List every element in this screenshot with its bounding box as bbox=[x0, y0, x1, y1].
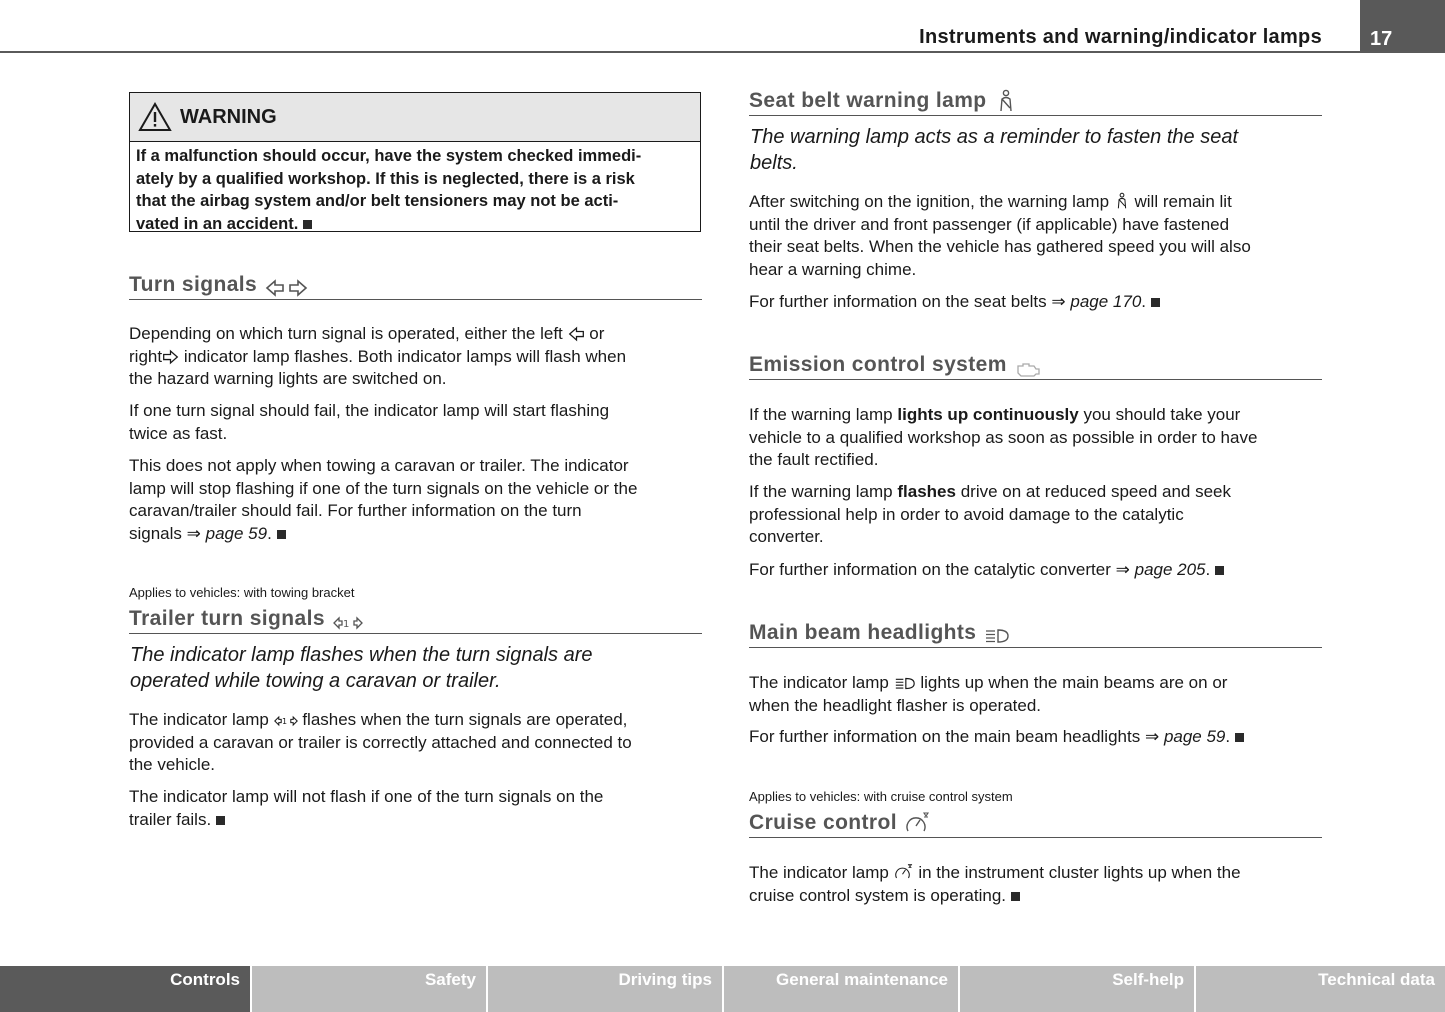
end-mark bbox=[277, 530, 286, 539]
tab-driving-tips[interactable]: Driving tips bbox=[488, 966, 724, 1012]
warning-box bbox=[129, 92, 701, 232]
turn-left-icon bbox=[568, 326, 585, 342]
seat-belt-icon bbox=[1114, 192, 1130, 210]
end-mark bbox=[1215, 566, 1224, 575]
cruise-control-icon bbox=[894, 863, 914, 881]
chapter-tabs bbox=[0, 966, 1445, 1012]
cruise-control-para: The indicator lamp in the instrument cluster lights up when the cruise control system is operating. bbox=[749, 863, 1241, 905]
seat-belt-para-2: For further information on the seat belts ⇒ page 170. bbox=[749, 291, 1329, 314]
turn-left-icon bbox=[265, 279, 285, 297]
page-reference[interactable]: page 59 bbox=[205, 523, 268, 543]
turn-signals-para-1: Depending on which turn signal is operated, either the left or right indicator lamp flashes. Both indicator lamps will flash when the hazard warning lights are switched on. bbox=[129, 324, 627, 389]
turn-signals-para-3: This does not apply when towing a caravan or trailer. The indicator lamp will stop flashing if one of the turn signals on the vehicle or the caravan/trailer should fail. For further information on the turn signals ⇒ page 59. bbox=[129, 456, 638, 543]
tab-technical-data[interactable]: Technical data bbox=[1196, 966, 1445, 1012]
page-number: 17 bbox=[1360, 0, 1445, 53]
emission-para-2: If the warning lamp flashes drive on at reduced speed and seek professional help in order to avoid damage to the catalytic converter. bbox=[749, 482, 1232, 547]
end-mark bbox=[1011, 892, 1020, 901]
warning-line: that the airbag system and/or belt tensioners may not be acti- bbox=[136, 192, 619, 211]
end-mark bbox=[303, 220, 312, 229]
main-beam-icon bbox=[984, 627, 1010, 645]
warning-text bbox=[130, 142, 700, 235]
cruise-control-icon bbox=[905, 811, 931, 835]
tab-controls[interactable]: Controls bbox=[0, 966, 252, 1012]
trailer-turn-icon bbox=[274, 714, 298, 728]
svg-text:1: 1 bbox=[342, 619, 350, 630]
turn-right-icon bbox=[162, 349, 179, 365]
warning-line: vated in an accident. bbox=[136, 213, 694, 236]
emission-para-1: If the warning lamp lights up continuously you should take your vehicle to a qualified workshop as soon as possible in order to have the fault rectified. bbox=[749, 405, 1258, 470]
turn-signals-para-2: If one turn signal should fail, the indicator lamp will start flashing twice as fast. bbox=[129, 401, 610, 443]
engine-icon bbox=[1015, 361, 1041, 377]
seat-belt-para-1: After switching on the ignition, the warning lamp will remain lit until the driver and front passenger (if applicable) have fastened their seat belts. When the vehicle has gathered speed you will also hear a warning chime. bbox=[749, 192, 1251, 279]
page-reference[interactable]: page 205 bbox=[1134, 560, 1206, 579]
trailer-turn-signals-heading: Trailer turn signals 1 bbox=[129, 602, 702, 634]
tab-safety[interactable]: Safety bbox=[252, 966, 488, 1012]
seat-belt-heading: Seat belt warning lamp bbox=[749, 84, 1322, 116]
turn-right-icon bbox=[288, 279, 308, 297]
main-beam-para-2: For further information on the main beam headlights ⇒ page 59. bbox=[749, 726, 1329, 749]
page-reference[interactable]: page 170 bbox=[1070, 292, 1142, 311]
main-beam-para-1: The indicator lamp lights up when the main beams are on or when the headlight flasher is operated. bbox=[749, 673, 1228, 715]
svg-text:1: 1 bbox=[281, 717, 287, 727]
emission-heading: Emission control system bbox=[749, 348, 1322, 380]
warning-triangle-icon bbox=[138, 102, 172, 132]
header-rule bbox=[0, 51, 1445, 53]
tab-self-help[interactable]: Self-help bbox=[960, 966, 1196, 1012]
applies-note: Applies to vehicles: with cruise control system bbox=[749, 789, 1013, 804]
trailer-turn-icon bbox=[333, 615, 363, 631]
page-header-title: Instruments and warning/indicator lamps bbox=[919, 26, 1322, 48]
trailer-lead: The indicator lamp flashes when the turn signals are operated while towing a caravan or trailer. bbox=[130, 644, 593, 692]
trailer-para-2: The indicator lamp will not flash if one of the turn signals on the trailer fails. bbox=[129, 787, 604, 829]
emission-para-3: For further information on the catalytic converter ⇒ page 205. bbox=[749, 559, 1329, 582]
cruise-control-heading: Cruise control bbox=[749, 806, 1322, 838]
turn-signals-heading: Turn signals bbox=[129, 268, 702, 300]
page-reference[interactable]: page 59 bbox=[1163, 727, 1226, 746]
end-mark bbox=[1235, 733, 1244, 742]
tab-general-maintenance[interactable]: General maintenance bbox=[724, 966, 960, 1012]
main-beam-icon bbox=[894, 676, 916, 691]
seat-belt-lead: The warning lamp acts as a reminder to fasten the seat belts. bbox=[750, 126, 1239, 174]
end-mark bbox=[216, 816, 225, 825]
warning-header bbox=[130, 93, 700, 142]
warning-line: ately by a qualified workshop. If this is neglected, there is a risk bbox=[136, 169, 635, 188]
main-beam-heading: Main beam headlights bbox=[749, 616, 1322, 648]
applies-note: Applies to vehicles: with towing bracket bbox=[129, 585, 355, 600]
trailer-para-1: The indicator lamp 1 flashes when the turn signals are operated, provided a caravan or trailer is correctly attached and connected to the vehicle. bbox=[129, 710, 632, 775]
seat-belt-icon bbox=[995, 89, 1017, 113]
end-mark bbox=[1151, 298, 1160, 307]
warning-line: If a malfunction should occur, have the system checked immedi- bbox=[136, 147, 642, 165]
warning-title: WARNING bbox=[180, 105, 277, 128]
